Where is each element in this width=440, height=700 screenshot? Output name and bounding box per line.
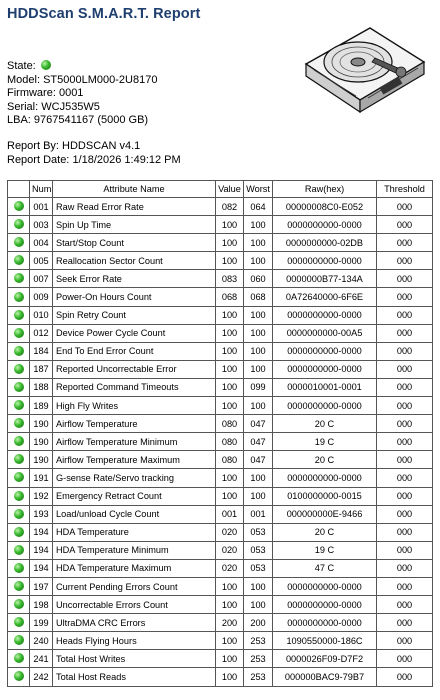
cell-raw: 0000000000-02DB xyxy=(273,234,377,252)
cell-worst: 253 xyxy=(244,668,273,686)
cell-worst: 100 xyxy=(244,487,273,505)
cell-worst: 100 xyxy=(244,216,273,234)
cell-threshold: 000 xyxy=(377,234,433,252)
cell-status xyxy=(8,523,30,541)
table-row xyxy=(8,469,433,487)
cell-status xyxy=(8,614,30,632)
cell-attribute-name: High Fly Writes xyxy=(53,397,216,415)
cell-status xyxy=(8,433,30,451)
cell-num: 184 xyxy=(30,342,53,360)
cell-status xyxy=(8,342,30,360)
cell-attribute-name: Device Power Cycle Count xyxy=(53,324,216,342)
cell-value: 020 xyxy=(216,541,244,559)
cell-status xyxy=(8,216,30,234)
column-header-threshold: Threshold xyxy=(377,181,433,198)
status-ok-icon xyxy=(14,310,24,320)
cell-threshold: 000 xyxy=(377,378,433,396)
cell-threshold: 000 xyxy=(377,577,433,595)
cell-attribute-name: Spin Up Time xyxy=(53,216,216,234)
cell-num: 003 xyxy=(30,216,53,234)
table-row xyxy=(8,632,433,650)
cell-attribute-name: Heads Flying Hours xyxy=(53,632,216,650)
cell-threshold: 000 xyxy=(377,397,433,415)
cell-threshold: 000 xyxy=(377,505,433,523)
cell-status xyxy=(8,505,30,523)
table-row xyxy=(8,415,433,433)
cell-value: 100 xyxy=(216,306,244,324)
cell-worst: 053 xyxy=(244,523,273,541)
cell-status xyxy=(8,198,30,216)
cell-value: 100 xyxy=(216,596,244,614)
cell-num: 194 xyxy=(30,541,53,559)
report-title: HDDScan S.M.A.R.T. Report xyxy=(7,6,201,22)
cell-threshold: 000 xyxy=(377,360,433,378)
cell-threshold: 000 xyxy=(377,541,433,559)
cell-value: 100 xyxy=(216,397,244,415)
serial-row xyxy=(7,101,157,115)
table-row xyxy=(8,433,433,451)
cell-raw: 1090550000-186C xyxy=(273,632,377,650)
state-label: State: xyxy=(7,60,36,72)
cell-raw: 19 C xyxy=(273,433,377,451)
cell-num: 004 xyxy=(30,234,53,252)
cell-attribute-name: HDA Temperature Maximum xyxy=(53,559,216,577)
table-row xyxy=(8,216,433,234)
status-ok-icon xyxy=(14,545,24,555)
status-ok-icon xyxy=(14,292,24,302)
cell-value: 100 xyxy=(216,378,244,396)
cell-value: 020 xyxy=(216,523,244,541)
firmware-label: Firmware: xyxy=(7,87,56,100)
cell-status xyxy=(8,360,30,378)
status-ok-icon xyxy=(41,60,51,70)
cell-threshold: 000 xyxy=(377,433,433,451)
status-ok-icon xyxy=(14,491,24,501)
cell-threshold: 000 xyxy=(377,469,433,487)
cell-value: 100 xyxy=(216,577,244,595)
cell-status xyxy=(8,288,30,306)
cell-raw: 0000000000-0000 xyxy=(273,306,377,324)
status-ok-icon xyxy=(14,237,24,247)
cell-raw: 0100000000-0015 xyxy=(273,487,377,505)
report-date-value: 1/18/2026 1:49:12 PM xyxy=(72,153,181,166)
cell-status xyxy=(8,397,30,415)
cell-attribute-name: End To End Error Count xyxy=(53,342,216,360)
cell-num: 005 xyxy=(30,252,53,270)
cell-threshold: 000 xyxy=(377,324,433,342)
device-info xyxy=(7,60,157,128)
report-by-value: HDDSCAN v4.1 xyxy=(62,140,141,152)
cell-worst: 060 xyxy=(244,270,273,288)
cell-worst: 100 xyxy=(244,324,273,342)
cell-num: 190 xyxy=(30,433,53,451)
cell-worst: 100 xyxy=(244,342,273,360)
cell-status xyxy=(8,234,30,252)
status-ok-icon xyxy=(14,364,24,374)
status-ok-icon xyxy=(14,617,24,627)
column-header-worst: Worst xyxy=(244,181,273,198)
cell-threshold: 000 xyxy=(377,596,433,614)
column-header-status xyxy=(8,181,30,198)
cell-threshold: 000 xyxy=(377,288,433,306)
model-label: Model: xyxy=(7,73,41,86)
status-ok-icon xyxy=(14,436,24,446)
table-row xyxy=(8,360,433,378)
cell-value: 100 xyxy=(216,360,244,378)
cell-status xyxy=(8,596,30,614)
status-ok-icon xyxy=(14,273,24,283)
cell-worst: 100 xyxy=(244,306,273,324)
cell-raw: 000000000E-9466 xyxy=(273,505,377,523)
cell-value: 100 xyxy=(216,632,244,650)
cell-raw: 47 C xyxy=(273,559,377,577)
report-date-label: Report Date: xyxy=(7,153,70,166)
status-ok-icon xyxy=(14,635,24,645)
lba-value: 9767541167 (5000 GB) xyxy=(33,114,149,127)
table-row xyxy=(8,306,433,324)
cell-attribute-name: Power-On Hours Count xyxy=(53,288,216,306)
column-header-raw: Raw(hex) xyxy=(273,181,377,198)
cell-threshold: 000 xyxy=(377,270,433,288)
cell-raw: 0000000000-0000 xyxy=(273,614,377,632)
status-ok-icon xyxy=(14,599,24,609)
cell-num: 241 xyxy=(30,650,53,668)
cell-worst: 253 xyxy=(244,632,273,650)
cell-status xyxy=(8,541,30,559)
cell-threshold: 000 xyxy=(377,342,433,360)
cell-threshold: 000 xyxy=(377,451,433,469)
cell-num: 192 xyxy=(30,487,53,505)
cell-status xyxy=(8,632,30,650)
cell-value: 100 xyxy=(216,342,244,360)
cell-worst: 100 xyxy=(244,397,273,415)
cell-threshold: 000 xyxy=(377,252,433,270)
cell-worst: 047 xyxy=(244,433,273,451)
cell-num: 198 xyxy=(30,596,53,614)
cell-num: 240 xyxy=(30,632,53,650)
cell-attribute-name: Raw Read Error Rate xyxy=(53,198,216,216)
cell-threshold: 000 xyxy=(377,632,433,650)
cell-raw: 0000000000-0000 xyxy=(273,397,377,415)
cell-attribute-name: Total Host Reads xyxy=(53,668,216,686)
cell-num: 012 xyxy=(30,324,53,342)
cell-value: 100 xyxy=(216,252,244,270)
cell-raw: 0000000B77-134A xyxy=(273,270,377,288)
cell-attribute-name: Airflow Temperature Minimum xyxy=(53,433,216,451)
status-ok-icon xyxy=(14,653,24,663)
cell-num: 193 xyxy=(30,505,53,523)
table-row xyxy=(8,577,433,595)
cell-worst: 099 xyxy=(244,378,273,396)
cell-raw: 0000000000-0000 xyxy=(273,252,377,270)
lba-label: LBA: xyxy=(7,114,31,127)
status-ok-icon xyxy=(14,346,24,356)
status-ok-icon xyxy=(14,328,24,338)
serial-value: WCJ535W5 xyxy=(41,100,100,113)
report-info xyxy=(7,140,181,167)
table-row xyxy=(8,541,433,559)
table-row xyxy=(8,650,433,668)
cell-threshold: 000 xyxy=(377,668,433,686)
state-row xyxy=(7,60,157,74)
cell-status xyxy=(8,415,30,433)
table-row xyxy=(8,397,433,415)
cell-value: 100 xyxy=(216,234,244,252)
cell-num: 197 xyxy=(30,577,53,595)
cell-raw: 20 C xyxy=(273,415,377,433)
cell-threshold: 000 xyxy=(377,487,433,505)
table-header-row xyxy=(8,181,433,198)
table-row xyxy=(8,596,433,614)
cell-num: 009 xyxy=(30,288,53,306)
hard-drive-image xyxy=(300,22,428,130)
cell-status xyxy=(8,252,30,270)
firmware-value: 0001 xyxy=(58,87,84,100)
cell-value: 083 xyxy=(216,270,244,288)
cell-raw: 20 C xyxy=(273,523,377,541)
table-row xyxy=(8,505,433,523)
cell-raw: 00000008C0-E052 xyxy=(273,198,377,216)
cell-raw: 20 C xyxy=(273,451,377,469)
cell-attribute-name: Reported Command Timeouts xyxy=(53,378,216,396)
cell-value: 068 xyxy=(216,288,244,306)
cell-attribute-name: Seek Error Rate xyxy=(53,270,216,288)
cell-num: 010 xyxy=(30,306,53,324)
table-row xyxy=(8,614,433,632)
cell-num: 191 xyxy=(30,469,53,487)
cell-value: 100 xyxy=(216,469,244,487)
cell-attribute-name: Airflow Temperature xyxy=(53,415,216,433)
cell-raw: 0000010001-0001 xyxy=(273,378,377,396)
cell-num: 199 xyxy=(30,614,53,632)
table-row xyxy=(8,559,433,577)
cell-num: 187 xyxy=(30,360,53,378)
cell-value: 080 xyxy=(216,451,244,469)
cell-raw: 0A72640000-6F6E xyxy=(273,288,377,306)
cell-num: 189 xyxy=(30,397,53,415)
cell-worst: 064 xyxy=(244,198,273,216)
cell-attribute-name: HDA Temperature xyxy=(53,523,216,541)
cell-status xyxy=(8,559,30,577)
cell-raw: 19 C xyxy=(273,541,377,559)
cell-status xyxy=(8,378,30,396)
cell-worst: 068 xyxy=(244,288,273,306)
cell-num: 190 xyxy=(30,451,53,469)
cell-num: 194 xyxy=(30,559,53,577)
cell-value: 100 xyxy=(216,216,244,234)
cell-threshold: 000 xyxy=(377,306,433,324)
cell-status xyxy=(8,306,30,324)
firmware-row xyxy=(7,87,157,101)
status-ok-icon xyxy=(14,563,24,573)
cell-attribute-name: Uncorrectable Errors Count xyxy=(53,596,216,614)
cell-num: 190 xyxy=(30,415,53,433)
table-row xyxy=(8,451,433,469)
cell-raw: 000000BAC9-79B7 xyxy=(273,668,377,686)
cell-attribute-name: Emergency Retract Count xyxy=(53,487,216,505)
cell-attribute-name: Airflow Temperature Maximum xyxy=(53,451,216,469)
table-row xyxy=(8,378,433,396)
cell-threshold: 000 xyxy=(377,523,433,541)
table-row xyxy=(8,487,433,505)
cell-raw: 0000000000-0000 xyxy=(273,342,377,360)
cell-worst: 100 xyxy=(244,577,273,595)
cell-status xyxy=(8,451,30,469)
cell-worst: 100 xyxy=(244,234,273,252)
cell-value: 080 xyxy=(216,433,244,451)
cell-attribute-name: Load/unload Cycle Count xyxy=(53,505,216,523)
cell-status xyxy=(8,577,30,595)
cell-attribute-name: Spin Retry Count xyxy=(53,306,216,324)
cell-num: 242 xyxy=(30,668,53,686)
cell-status xyxy=(8,324,30,342)
cell-threshold: 000 xyxy=(377,614,433,632)
lba-row xyxy=(7,114,157,128)
cell-value: 001 xyxy=(216,505,244,523)
cell-worst: 200 xyxy=(244,614,273,632)
status-ok-icon xyxy=(14,201,24,211)
cell-status xyxy=(8,650,30,668)
cell-worst: 053 xyxy=(244,541,273,559)
cell-value: 200 xyxy=(216,614,244,632)
smart-attributes-table xyxy=(7,180,433,687)
cell-worst: 100 xyxy=(244,252,273,270)
cell-raw: 0000000000-0000 xyxy=(273,596,377,614)
status-ok-icon xyxy=(14,454,24,464)
cell-threshold: 000 xyxy=(377,415,433,433)
cell-num: 001 xyxy=(30,198,53,216)
table-row xyxy=(8,252,433,270)
cell-threshold: 000 xyxy=(377,650,433,668)
cell-status xyxy=(8,487,30,505)
cell-value: 100 xyxy=(216,487,244,505)
cell-status xyxy=(8,469,30,487)
cell-raw: 0000000000-0000 xyxy=(273,360,377,378)
cell-threshold: 000 xyxy=(377,198,433,216)
table-row xyxy=(8,342,433,360)
cell-worst: 100 xyxy=(244,360,273,378)
cell-value: 100 xyxy=(216,324,244,342)
model-row xyxy=(7,74,157,88)
cell-attribute-name: Reported Uncorrectable Error xyxy=(53,360,216,378)
status-ok-icon xyxy=(14,418,24,428)
column-header-value: Value xyxy=(216,181,244,198)
cell-attribute-name: Current Pending Errors Count xyxy=(53,577,216,595)
serial-label: Serial: xyxy=(7,100,39,113)
cell-attribute-name: Start/Stop Count xyxy=(53,234,216,252)
model-value: ST5000LM000-2U8170 xyxy=(43,73,158,86)
table-row xyxy=(8,234,433,252)
cell-value: 020 xyxy=(216,559,244,577)
cell-value: 100 xyxy=(216,668,244,686)
cell-status xyxy=(8,270,30,288)
column-header-num: Num xyxy=(30,181,53,198)
cell-num: 188 xyxy=(30,378,53,396)
report-date-row xyxy=(7,154,181,168)
cell-worst: 047 xyxy=(244,451,273,469)
cell-worst: 047 xyxy=(244,415,273,433)
cell-threshold: 000 xyxy=(377,216,433,234)
cell-raw: 0000026F09-D7F2 xyxy=(273,650,377,668)
table-row xyxy=(8,668,433,686)
status-ok-icon xyxy=(14,219,24,229)
table-row xyxy=(8,288,433,306)
cell-raw: 0000000000-00A5 xyxy=(273,324,377,342)
cell-threshold: 000 xyxy=(377,559,433,577)
status-ok-icon xyxy=(14,382,24,392)
cell-value: 080 xyxy=(216,415,244,433)
status-ok-icon xyxy=(14,509,24,519)
status-ok-icon xyxy=(14,527,24,537)
status-ok-icon xyxy=(14,400,24,410)
table-row xyxy=(8,523,433,541)
cell-worst: 001 xyxy=(244,505,273,523)
cell-attribute-name: Reallocation Sector Count xyxy=(53,252,216,270)
cell-worst: 253 xyxy=(244,650,273,668)
cell-attribute-name: UltraDMA CRC Errors xyxy=(53,614,216,632)
table-row xyxy=(8,270,433,288)
status-ok-icon xyxy=(14,671,24,681)
cell-worst: 100 xyxy=(244,596,273,614)
status-ok-icon xyxy=(14,581,24,591)
cell-status xyxy=(8,668,30,686)
status-ok-icon xyxy=(14,255,24,265)
cell-raw: 0000000000-0000 xyxy=(273,469,377,487)
cell-num: 194 xyxy=(30,523,53,541)
table-row xyxy=(8,198,433,216)
report-by-row xyxy=(7,140,181,154)
status-ok-icon xyxy=(14,472,24,482)
cell-worst: 053 xyxy=(244,559,273,577)
cell-value: 082 xyxy=(216,198,244,216)
table-row xyxy=(8,324,433,342)
cell-raw: 0000000000-0000 xyxy=(273,216,377,234)
cell-attribute-name: Total Host Writes xyxy=(53,650,216,668)
cell-num: 007 xyxy=(30,270,53,288)
cell-attribute-name: G-sense Rate/Servo tracking xyxy=(53,469,216,487)
cell-value: 100 xyxy=(216,650,244,668)
column-header-attribute-name: Attribute Name xyxy=(53,181,216,198)
cell-attribute-name: HDA Temperature Minimum xyxy=(53,541,216,559)
cell-raw: 0000000000-0000 xyxy=(273,577,377,595)
cell-worst: 100 xyxy=(244,469,273,487)
report-by-label: Report By: xyxy=(7,140,59,152)
